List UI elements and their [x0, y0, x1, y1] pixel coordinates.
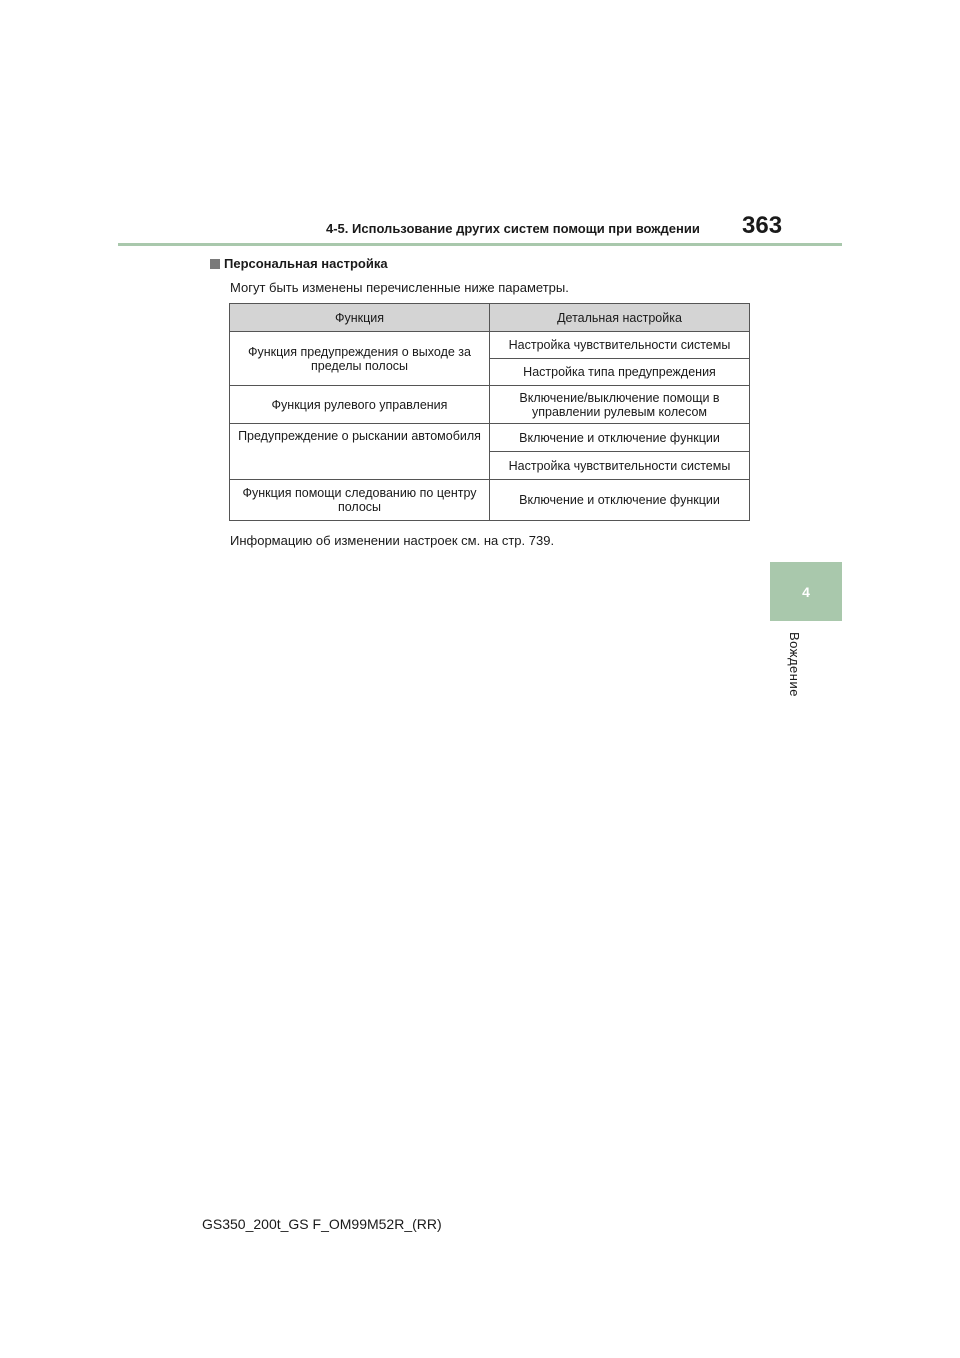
function-cell: Функция помощи следованию по центру полосы — [230, 480, 490, 521]
section-heading — [210, 256, 388, 271]
setting-cell: Включение и отключение функции — [490, 424, 750, 452]
setting-cell: Включение/выключение помощи в управлении рулевым колесом — [490, 386, 750, 424]
chapter-tab — [770, 562, 842, 621]
chapter-label: Вождение — [787, 632, 802, 697]
function-cell: Функция предупреждения о выходе за пределы полосы — [230, 332, 490, 386]
table-header-row — [230, 304, 750, 332]
page-number: 363 — [742, 212, 783, 239]
function-cell: Предупреждение о рыскании автомобиля — [230, 424, 490, 480]
section-heading-text: Персональная настройка — [224, 256, 388, 271]
setting-cell: Настройка чувствительности системы — [490, 452, 750, 480]
setting-cell: Настройка типа предупреждения — [490, 359, 750, 386]
column-header-function: Функция — [230, 304, 490, 332]
function-cell: Функция рулевого управления — [230, 386, 490, 424]
chapter-number: 4 — [802, 583, 810, 600]
document-code: GS350_200t_GS F_OM99M52R_(RR) — [202, 1216, 442, 1232]
table-row — [230, 332, 750, 359]
page-header-title: 4-5. Использование других систем помощи при вождении — [326, 221, 700, 236]
table-row — [230, 386, 750, 424]
table-row — [230, 424, 750, 452]
table-row — [230, 480, 750, 521]
header-divider — [118, 243, 842, 246]
setting-cell: Включение и отключение функции — [490, 480, 750, 521]
footnote-text: Информацию об изменении настроек см. на стр. 739. — [230, 533, 555, 548]
setting-cell: Настройка чувствительности системы — [490, 332, 750, 359]
square-bullet-icon — [210, 259, 220, 269]
intro-text: Могут быть изменены перечисленные ниже параметры. — [230, 280, 569, 295]
column-header-detail: Детальная настройка — [490, 304, 750, 332]
settings-table — [229, 303, 750, 521]
